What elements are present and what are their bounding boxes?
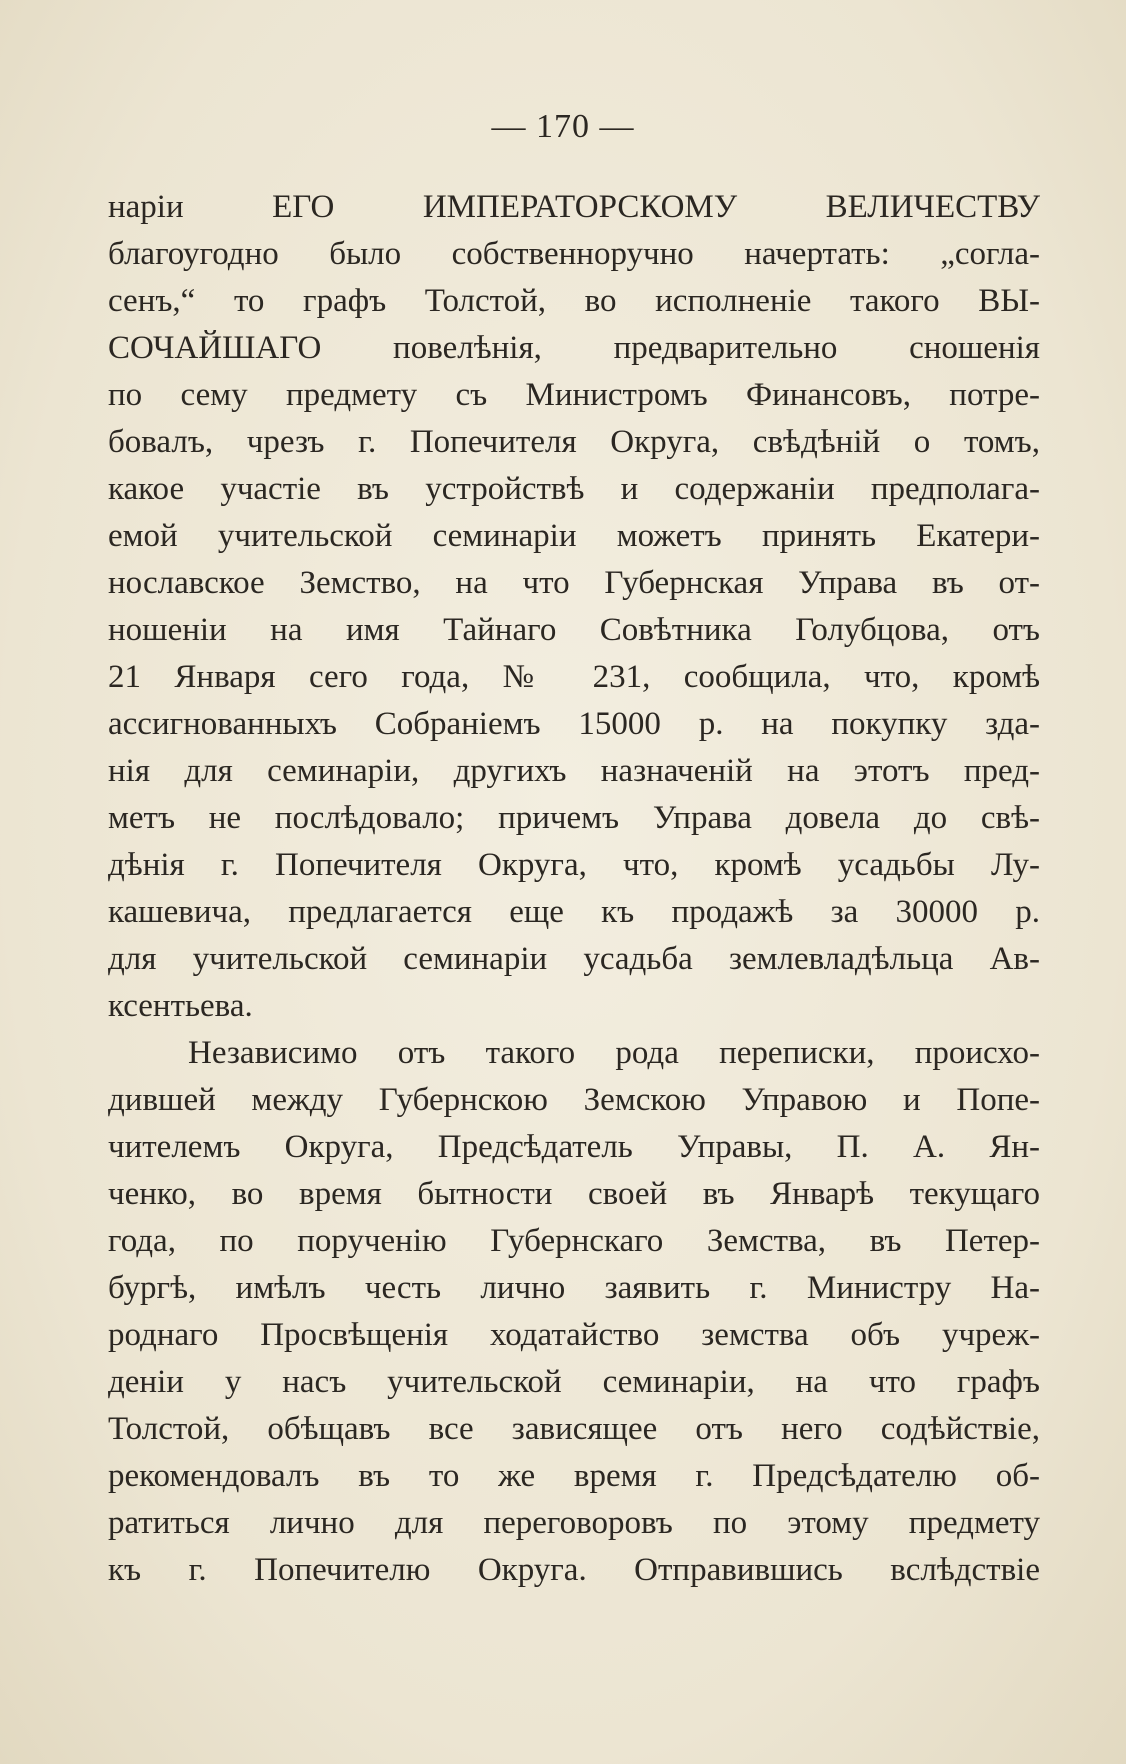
text-line: ченко, во время бытности своей въ Январѣ текущаго <box>108 1176 1040 1212</box>
text-line: чителемъ Округа, Предсѣдатель Управы, П. А. Ян- <box>108 1129 1040 1165</box>
text-line: дившей между Губернскою Земскою Управою и Попе- <box>108 1082 1040 1118</box>
text-line: роднаго Просвѣщенія ходатайство земства объ учреж- <box>108 1317 1040 1353</box>
text-line: какое участіе въ устройствѣ и содержаніи предполага- <box>108 471 1040 507</box>
text-line: 21 Января сего года, № 231, сообщила, что, кромѣ <box>108 659 1040 695</box>
text-line: по сему предмету съ Министромъ Финансовъ, потре- <box>108 377 1040 413</box>
text-line: нославское Земство, на что Губернская Управа въ от- <box>108 565 1040 601</box>
text-line: для учительской семинаріи усадьба землевладѣльца Ав- <box>108 941 1040 977</box>
text-line: нія для семинаріи, другихъ назначеній на этотъ пред- <box>108 753 1040 789</box>
text-line: кашевича, предлагается еще къ продажѣ за 30000 р. <box>108 894 1040 930</box>
text-line: бовалъ, чрезъ г. Попечителя Округа, свѣдѣній о томъ, <box>108 424 1040 460</box>
text-line: ассигнованныхъ Собраніемъ 15000 р. на покупку зда- <box>108 706 1040 742</box>
text-line: деніи у насъ учительской семинаріи, на что графъ <box>108 1364 1040 1400</box>
body-text <box>108 184 1040 1594</box>
text-line: емой учительской семинаріи можетъ принять Екатери- <box>108 518 1040 554</box>
text-line: года, по порученію Губернскаго Земства, въ Петер- <box>108 1223 1040 1259</box>
paragraph-last-line: ксентьева. <box>108 988 253 1024</box>
text-line: бургѣ, имѣлъ честь лично заявить г. Министру На- <box>108 1270 1040 1306</box>
text-line: сенъ,“ то графъ Толстой, во исполненіе такого ВЫ- <box>108 283 1040 319</box>
text-line: рекомендовалъ въ то же время г. Предсѣдателю об- <box>108 1458 1040 1494</box>
text-line: ратиться лично для переговоровъ по этому предмету <box>108 1505 1040 1541</box>
text-line: метъ не послѣдовало; причемъ Управа довела до свѣ- <box>108 800 1040 836</box>
text-line: дѣнія г. Попечителя Округа, что, кромѣ усадьбы Лу- <box>108 847 1040 883</box>
paragraph-first-line: Независимо отъ такого рода переписки, происхо- <box>188 1035 1040 1071</box>
text-line: къ г. Попечителю Округа. Отправившись вслѣдствіе <box>108 1552 1040 1588</box>
text-line: СОЧАЙШАГО повелѣнія, предварительно сношенія <box>108 330 1040 366</box>
text-line: ношеніи на имя Тайнаго Совѣтника Голубцова, отъ <box>108 612 1040 648</box>
text-line: благоугодно было собственноручно начертать: „согла- <box>108 236 1040 272</box>
text-line: наріи ЕГО ИМПЕРАТОРСКОМУ ВЕЛИЧЕСТВУ <box>108 189 1040 225</box>
page-number: — 170 — <box>491 108 635 145</box>
text-line: Толстой, обѣщавъ все зависящее отъ него содѣйствіе, <box>108 1411 1040 1447</box>
